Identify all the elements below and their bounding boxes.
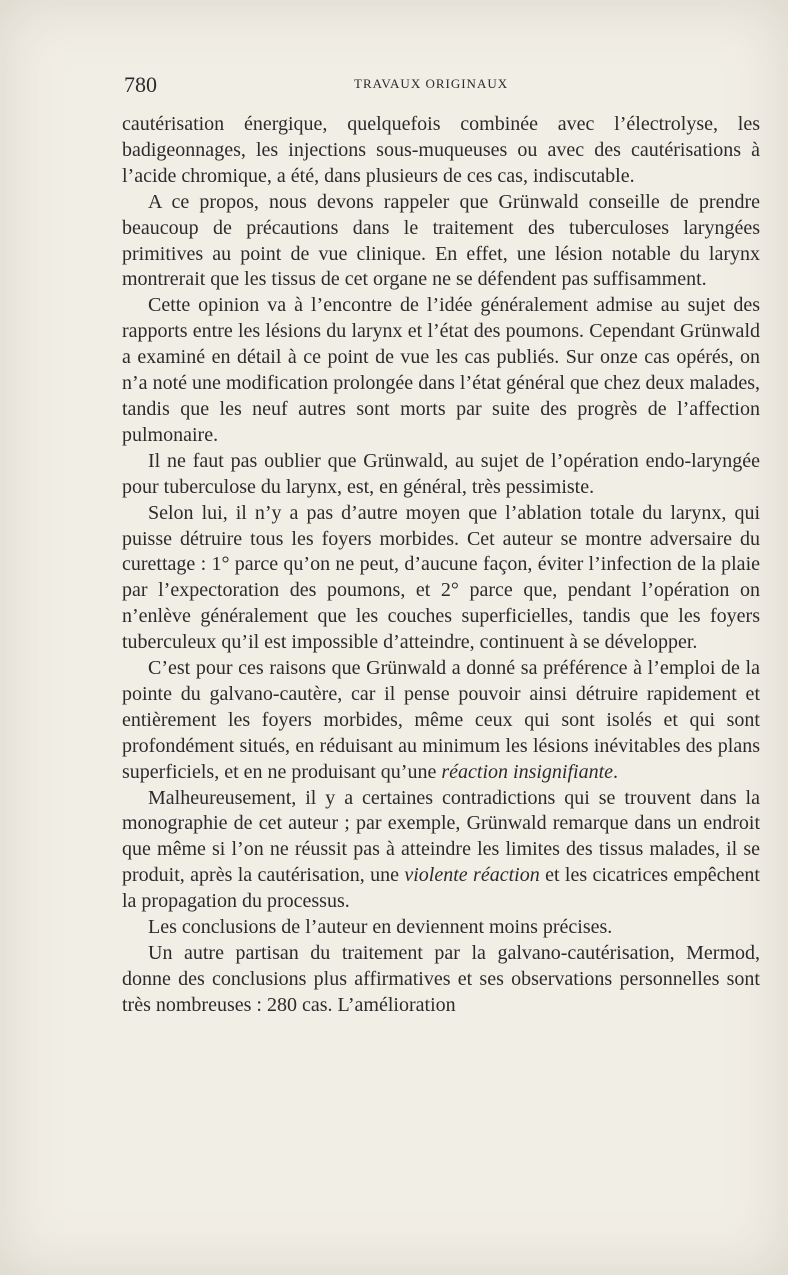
- paragraph-text: Un autre partisan du traitement par la galvano-cautérisation, Mermod, donne des conclusions plus affirmatives et ses observations personnelles sont très nombreuses : 280 cas. L’amélioration: [122, 942, 760, 1016]
- page-number: 780: [124, 72, 157, 97]
- paragraph: [122, 501, 760, 656]
- paragraph-text: Cette opinion va à l’encontre de l’idée généralement admise au sujet des rapports entre les lésions du larynx et l’état des poumons. Cependant Grünwald a examiné en détail à ce point de vue les cas publiés. Sur onze cas opérés, on n’a noté une modification prolongée dans l’état général que chez deux malades, tandis que les neuf autres sont morts par suite des progrès de l’affection pulmonaire.: [122, 294, 760, 446]
- italic-text: réaction insignifiante: [441, 760, 614, 783]
- paragraph: [122, 941, 760, 1019]
- running-title: TRAVAUX ORIGINAUX: [354, 76, 509, 91]
- paragraph-text: .: [613, 760, 619, 783]
- paragraph-text: cautérisation énergique, quelquefois combinée avec l’électrolyse, les badigeonnages, les injections sous-muqueuses ou avec des cautérisations à l’acide chromique, a été, dans plusieurs de ces cas, indiscutable.: [122, 113, 760, 187]
- paragraph-text: Selon lui, il n’y a pas d’autre moyen que l’ablation totale du larynx, qui puisse détruire tous les foyers morbides. Cet auteur se montre adversaire du curettage : 1° parce qu’on ne peut, d’aucune façon, éviter l’infection de la plaie par l’expectoration des poumons, et 2° parce que, pendant l’opération on n’enlève généralement que les couches superficielles, tandis que les foyers tuberculeux qu’il est impossible d’atteindre, continuent à se développer.: [122, 501, 760, 654]
- paragraph-text: et les cicatrices empêchent la propagation du processus.: [122, 864, 760, 913]
- paragraph-text: Malheureusement, il y a certaines contradictions qui se trouvent dans la monographie de cet auteur ; par exemple, Grünwald remarque dans un endroit que même si l’on ne réussit pas à atteindre les limites des tissus malades, il se produit, après la cautérisation, une: [122, 786, 760, 887]
- paragraph: [122, 293, 760, 448]
- paragraph-text: A ce propos, nous devons rappeler que Grünwald conseille de prendre beaucoup de précautions dans le traitement des tuberculoses laryngées primitives au point de vue clinique. En effet, une lésion notable du larynx montrerait que les tissus de cet organe ne se défendent pas suffisamment.: [122, 190, 760, 291]
- page-header: [124, 72, 760, 102]
- paragraph: [122, 915, 760, 941]
- paragraph: [122, 449, 760, 501]
- paragraph: [122, 656, 760, 786]
- paragraph: [122, 190, 760, 294]
- paragraph: [122, 786, 760, 916]
- paragraph-text: Les conclusions de l’auteur en deviennent moins précises.: [148, 916, 613, 939]
- body-text: [122, 112, 760, 1019]
- paragraph-text: C’est pour ces raisons que Grünwald a donné sa préférence à l’emploi de la pointe du galvano-cautère, car il pense pouvoir ainsi détruire rapidement et entièrement les foyers morbides, même ceux qui sont isolés et qui sont profondément situés, en réduisant au minimum les lésions inévitables des plans superficiels, et en ne produisant qu’une: [122, 657, 760, 783]
- paragraph-text: Il ne faut pas oublier que Grünwald, au sujet de l’opération endo-laryngée pour tuberculose du larynx, est, en général, très pessimiste.: [122, 449, 760, 498]
- italic-text: violente réaction: [404, 864, 540, 887]
- paragraph: [122, 112, 760, 190]
